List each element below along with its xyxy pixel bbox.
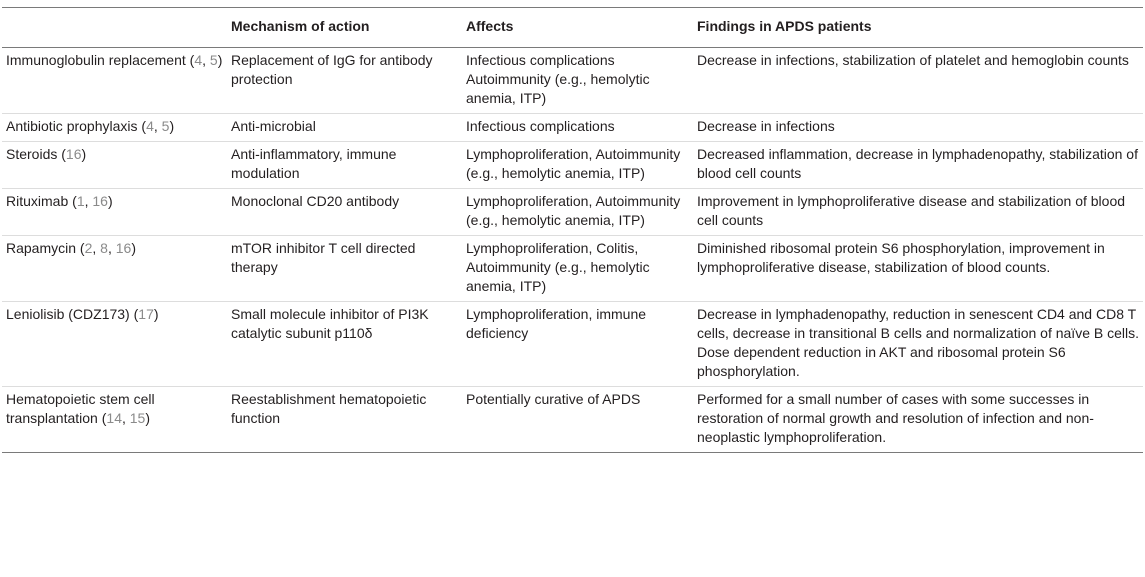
reference-link[interactable]: 16	[65, 146, 82, 162]
header-affects: Affects	[466, 18, 514, 34]
therapy-name: Immunoglobulin replacement	[6, 52, 186, 68]
mechanism-cell: Anti-microbial	[231, 118, 316, 134]
reference-link[interactable]: 16	[115, 240, 132, 256]
therapy-cell: Rituximab (1, 16)	[6, 193, 113, 209]
table-row	[2, 48, 1143, 114]
affects-cell: Potentially curative of APDS	[466, 391, 641, 407]
affects-cell: Lymphoproliferation, Autoimmunity (e.g., hemolytic anemia, ITP)	[466, 146, 681, 181]
findings-cell: Diminished ribosomal protein S6 phosphorylation, improvement in lymphoproliferative disease, stabilization of blood counts.	[697, 240, 1105, 275]
findings-cell: Improvement in lymphoproliferative disease and stabilization of blood cell counts	[697, 193, 1126, 228]
mechanism-cell: Replacement of IgG for antibody protection	[231, 52, 433, 87]
therapy-cell: Immunoglobulin replacement (4, 5)	[6, 52, 223, 68]
therapy-name: Leniolisib (CDZ173)	[6, 306, 130, 322]
findings-cell: Decreased inflammation, decrease in lymphadenopathy, stabilization of blood cell counts	[697, 146, 1138, 181]
table-row	[2, 387, 1143, 453]
affects-cell: Lymphoproliferation, immune deficiency	[466, 306, 647, 341]
mechanism-cell: Reestablishment hematopoietic function	[231, 391, 427, 426]
therapy-name: Steroids	[6, 146, 58, 162]
table-row	[2, 189, 1143, 236]
reference-link[interactable]: 16	[92, 193, 108, 209]
reference-link[interactable]: 14	[106, 410, 122, 426]
header-mechanism: Mechanism of action	[231, 18, 370, 34]
findings-cell: Decrease in infections, stabilization of platelet and hemoglobin counts	[697, 52, 1129, 68]
mechanism-cell: Monoclonal CD20 antibody	[231, 193, 400, 209]
therapy-cell: Hematopoietic stem cell transplantation (14, 15)	[6, 391, 155, 426]
therapy-cell: Leniolisib (CDZ173) (17)	[6, 306, 159, 322]
table-row	[2, 114, 1143, 142]
affects-cell: Lymphoproliferation, Autoimmunity (e.g., hemolytic anemia, ITP)	[466, 193, 681, 228]
table-header	[2, 8, 1143, 48]
header-therapy	[2, 8, 227, 48]
table-row	[2, 302, 1143, 387]
header-row	[2, 8, 1143, 48]
therapy-cell: Antibiotic prophylaxis (4, 5)	[6, 118, 175, 134]
findings-cell: Performed for a small number of cases with some successes in restoration of normal growth and resolution of infection and non-neoplastic lymphoproliferation.	[697, 391, 1094, 445]
affects-cell: Lymphoproliferation, Colitis, Autoimmunity (e.g., hemolytic anemia, ITP)	[466, 240, 650, 294]
treatment-table	[2, 7, 1143, 453]
table-row	[2, 236, 1143, 302]
therapy-name: Hematopoietic stem cell transplantation	[6, 391, 155, 426]
reference-link[interactable]: 4	[146, 118, 154, 134]
therapy-name: Antibiotic prophylaxis	[6, 118, 138, 134]
therapy-name: Rituximab	[6, 193, 69, 209]
reference-link[interactable]: 4	[194, 52, 203, 68]
reference-link[interactable]: 8	[100, 240, 108, 256]
table-row	[2, 142, 1143, 189]
therapy-name: Rapamycin	[6, 240, 77, 256]
therapy-cell: Steroids (16)	[6, 146, 87, 162]
header-findings: Findings in APDS patients	[697, 18, 872, 34]
mechanism-cell: Small molecule inhibitor of PI3K catalytic subunit p110δ	[231, 306, 429, 341]
reference-link[interactable]: 15	[129, 410, 146, 426]
reference-link[interactable]: 1	[76, 193, 85, 209]
therapy-cell: Rapamycin (2, 8, 16)	[6, 240, 136, 256]
reference-link[interactable]: 2	[84, 240, 93, 256]
mechanism-cell: mTOR inhibitor T cell directed therapy	[231, 240, 416, 275]
findings-cell: Decrease in lymphadenopathy, reduction in senescent CD4 and CD8 T cells, decrease in transitional B cells and normalization of naïve B cells. Dose dependent reduction in AKT and ribosomal protein S6 phosphorylation.	[697, 306, 1139, 379]
affects-cell: Infectious complications	[466, 118, 615, 134]
affects-cell: Infectious complications Autoimmunity (e.g., hemolytic anemia, ITP)	[466, 52, 650, 106]
mechanism-cell: Anti-inflammatory, immune modulation	[231, 146, 397, 181]
reference-link[interactable]: 5	[209, 52, 218, 68]
findings-cell: Decrease in infections	[697, 118, 835, 134]
reference-link[interactable]: 17	[138, 306, 154, 322]
reference-link[interactable]: 5	[161, 118, 170, 134]
